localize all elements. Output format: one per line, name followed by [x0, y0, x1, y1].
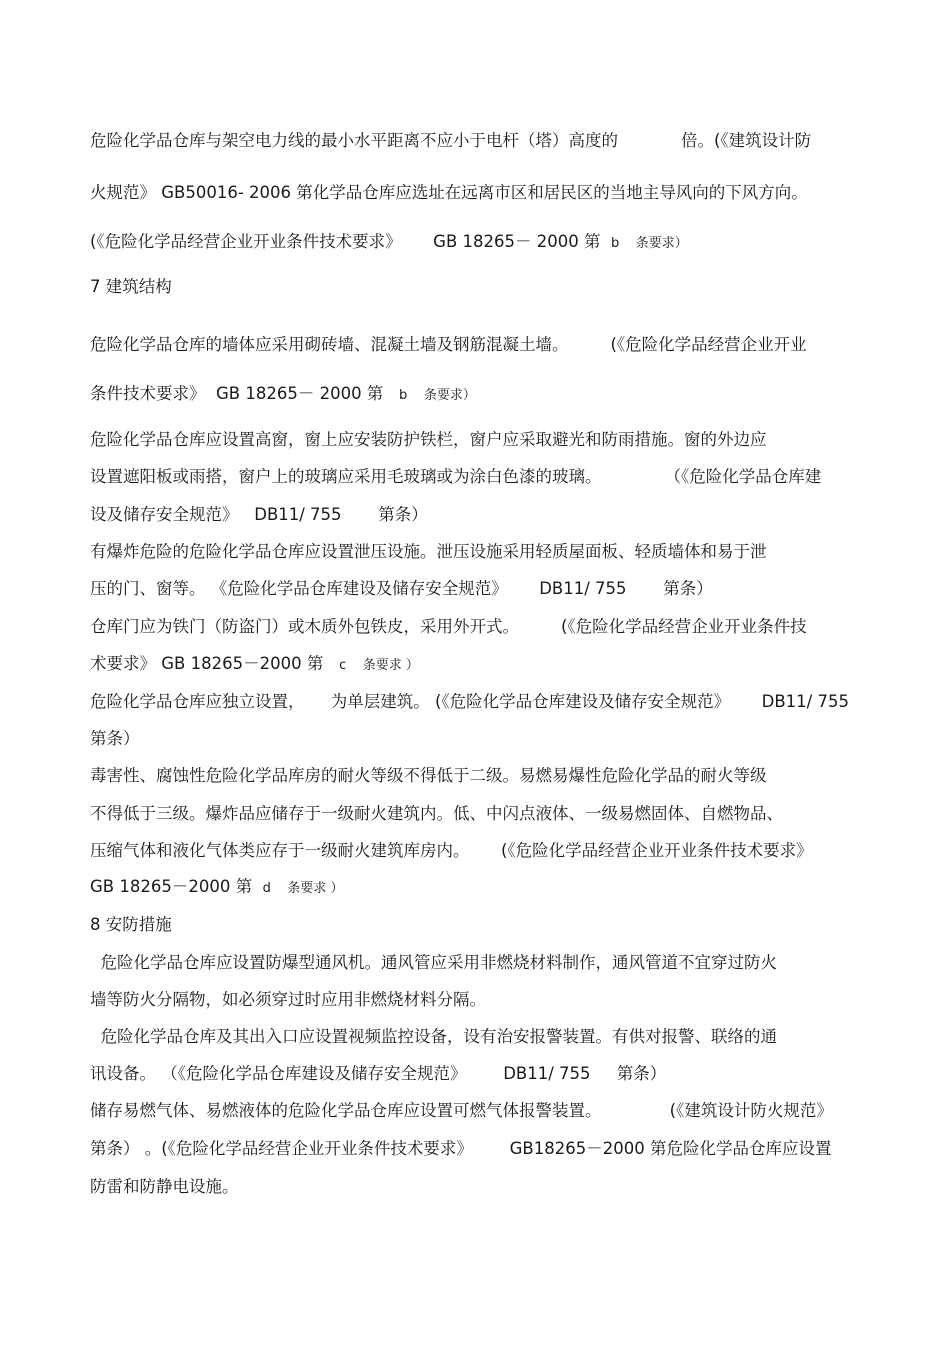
text-line: GB 18265－2000 第 d 条要求 ） — [90, 877, 344, 896]
text-line: 讯设备。 （《危险化学品仓库建设及储存安全规范》 DB11/ 755 第条） — [90, 1064, 667, 1083]
section-heading: 7 建筑结构 — [90, 277, 172, 296]
text-line: 压缩气体和液化气体类应存于一级耐火建筑库房内。 (《危险化学品经营企业开业条件技术要求》 — [90, 841, 813, 860]
text-line: 仓库门应为铁门（防盗门）或木质外包铁皮，采用外开式。 (《危险化学品经营企业开业条件技 — [90, 617, 807, 636]
text-line: (《危险化学品经营企业开业条件技术要求》 GB 18265－ 2000 第 b 条要求） — [90, 232, 688, 251]
text-line: 有爆炸危险的危险化学品仓库应设置泄压设施。泄压设施采用轻质屋面板、轻质墙体和易于泄 — [90, 542, 767, 561]
text-line: 术要求》 GB 18265－2000 第 c 条要求 ） — [90, 654, 419, 673]
text-line: 危险化学品仓库及其出入口应设置视频监控设备，设有治安报警装置。有供对报警、联络的通 — [90, 1027, 777, 1046]
section-heading: 8 安防措施 — [90, 915, 172, 934]
text-line: 危险化学品仓库应设置高窗，窗上应安装防护铁栏，窗户应采取避光和防雨措施。窗的外边应 — [90, 430, 767, 449]
text-line: 危险化学品仓库应设置防爆型通风机。通风管应采用非燃烧材料制作，通风管道不宜穿过防火 — [90, 953, 777, 972]
text-line: 危险化学品仓库与架空电力线的最小水平距离不应小于电杆（塔）高度的 倍。(《建筑设计防 — [90, 131, 812, 150]
text-line: 压的门、窗等。 《危险化学品仓库建设及储存安全规范》 DB11/ 755 第条） — [90, 579, 713, 598]
text-line: 防雷和防静电设施。 — [90, 1177, 239, 1196]
text-line: 条件技术要求》 GB 18265－ 2000 第 b 条要求） — [90, 384, 476, 403]
text-line: 第条） 。(《危险化学品经营企业开业条件技术要求》 GB18265－2000 第危险化学品仓库应设置 — [90, 1139, 832, 1158]
text-line: 毒害性、腐蚀性危险化学品库房的耐火等级不得低于二级。易燃易爆性危险化学品的耐火等级 — [90, 766, 767, 785]
text-line: 第条） — [90, 729, 140, 748]
text-line: 墙等防火分隔物，如必须穿过时应用非燃烧材料分隔。 — [90, 990, 486, 1009]
text-line: 储存易燃气体、易燃液体的危险化学品仓库应设置可燃气体报警装置。 (《建筑设计防火规范》 — [90, 1101, 833, 1120]
text-line: 不得低于三级。爆炸品应储存于一级耐火建筑内。低、中闪点液体、一级易燃固体、自燃物品、 — [90, 804, 783, 823]
text-line: 设及储存安全规范》 DB11/ 755 第条） — [90, 505, 428, 524]
text-line: 危险化学品仓库应独立设置， 为单层建筑。 (《危险化学品仓库建设及储存安全规范》 DB11/ 755 — [90, 692, 849, 711]
text-line: 火规范》 GB50016- 2006 第化学品仓库应选址在远离市区和居民区的当地主导风向的下风方向。 — [90, 183, 808, 202]
text-line: 设置遮阳板或雨搭，窗户上的玻璃应采用毛玻璃或为涂白色漆的玻璃。 （《危险化学品仓库建 — [90, 467, 822, 486]
text-line: 危险化学品仓库的墙体应采用砌砖墙、混凝土墙及钢筋混凝土墙。 (《危险化学品经营企业开业 — [90, 335, 807, 354]
